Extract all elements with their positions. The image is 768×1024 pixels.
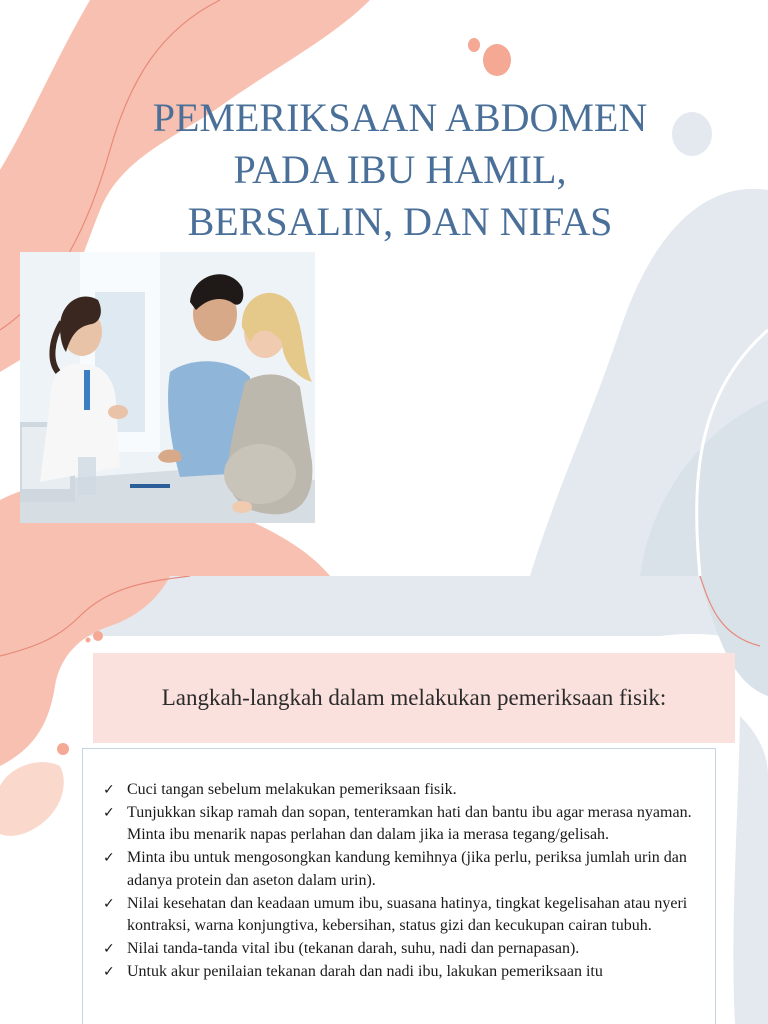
checkmark-icon: ✓	[103, 895, 115, 912]
list-item	[103, 893, 703, 938]
step-text: Nilai kesehatan dan keadaan umum ibu, suasana hatinya, tingkat kegelisahan atau nyeri kontraksi, warna konjungtiva, kebersihan, status gizi dan kecukupan cairan tubuh.	[127, 894, 688, 935]
checkmark-icon: ✓	[103, 782, 115, 798]
step-text: Nilai tanda-tanda vital ibu (tekanan darah, suhu, nadi dan pernapasan).	[127, 939, 580, 957]
slide-title	[100, 92, 700, 248]
steps-list	[83, 749, 703, 983]
checkmark-icon: ✓	[103, 963, 115, 980]
clinic-consultation-photo	[20, 252, 315, 523]
checkmark-icon: ✓	[103, 940, 115, 957]
step-text: Minta ibu untuk mengosongkan kandung kemihnya (jika perlu, periksa jumlah urin dan adanya protein dan aseton dalam urin).	[127, 849, 687, 889]
list-item	[103, 802, 703, 847]
steps-content-box	[82, 748, 716, 1024]
title-line-2: PADA IBU HAMIL,	[233, 147, 567, 192]
steps-header: Langkah-langkah dalam melakukan pemeriksaan fisik:	[161, 685, 667, 710]
checkmark-icon: ✓	[103, 850, 115, 867]
content-slide	[0, 576, 768, 1024]
title-line-1: PEMERIKSAAN ABDOMEN	[152, 95, 648, 140]
steps-header-box	[93, 653, 735, 743]
step-text: Untuk akur penilaian tekanan darah dan nadi ibu, lakukan pemeriksaan itu	[127, 962, 603, 980]
step-text: Cuci tangan sebelum melakukan pemeriksaan fisik.	[127, 781, 457, 798]
title-line-3: BERSALIN, DAN NIFAS	[187, 199, 613, 244]
step-text: Tunjukkan sikap ramah dan sopan, tenteramkan hati dan bantu ibu agar merasa nyaman. Minta ibu menarik napas perlahan dan dalam jika ia merasa tegang/gelisah.	[127, 803, 692, 844]
checkmark-icon: ✓	[103, 804, 115, 821]
list-item	[103, 961, 703, 984]
list-item	[103, 938, 703, 961]
list-item	[103, 847, 703, 892]
list-item	[103, 779, 703, 802]
